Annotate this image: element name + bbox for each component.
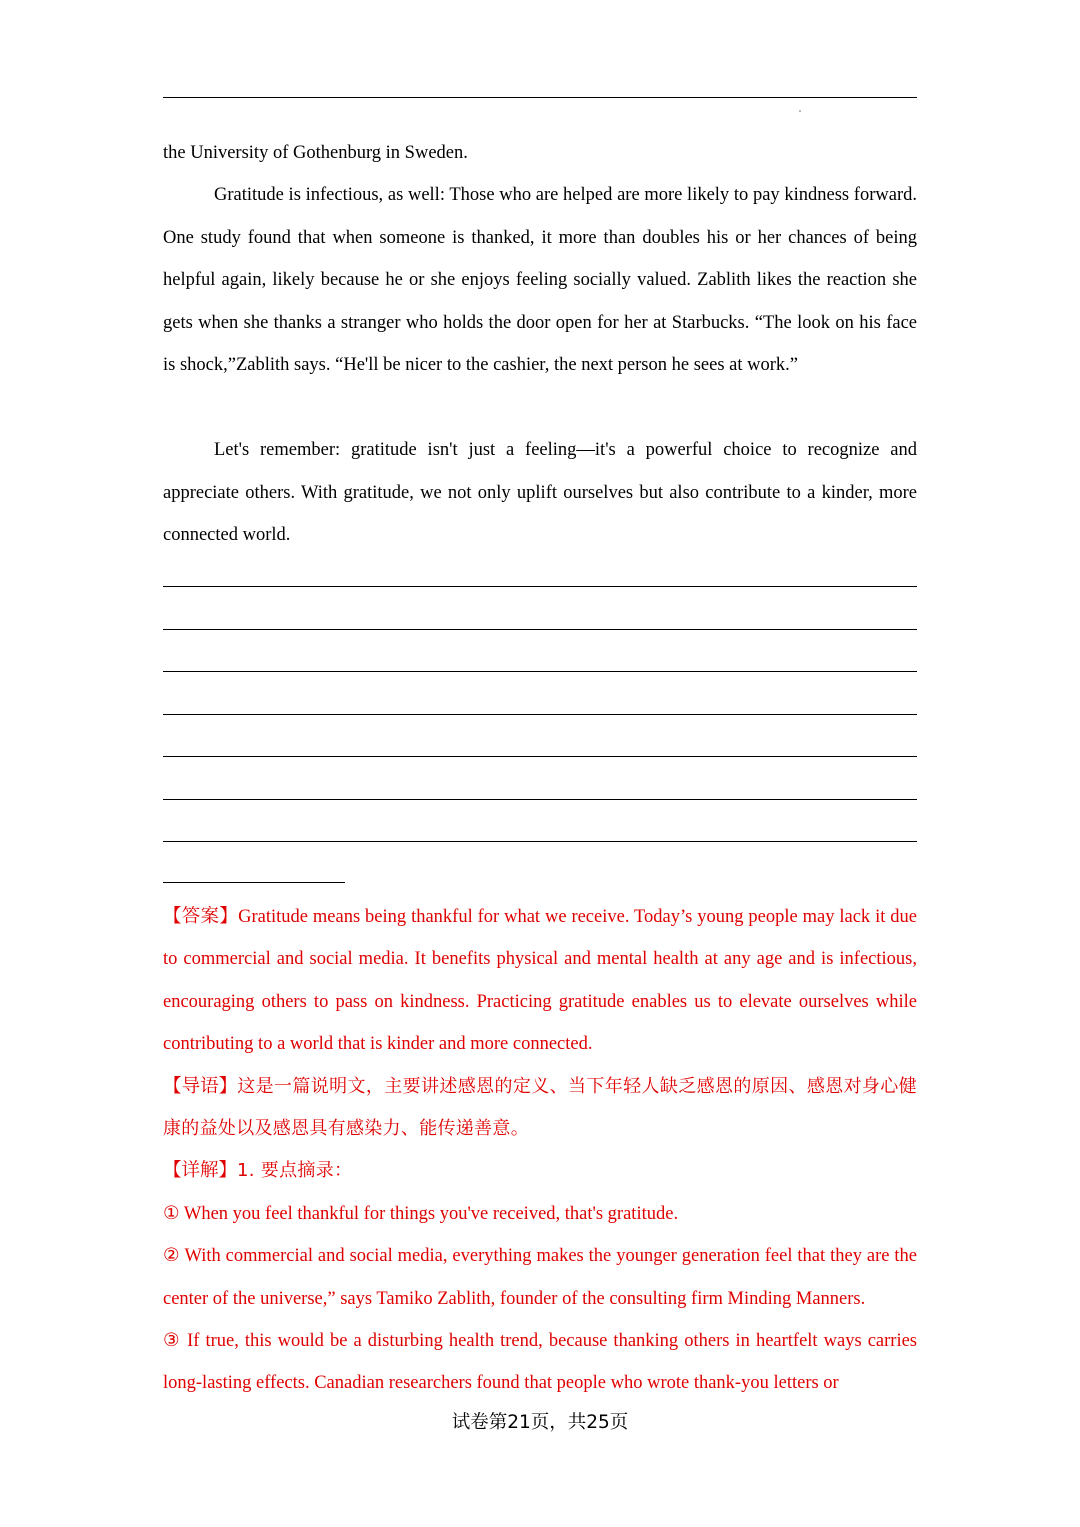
writing-line: [163, 799, 917, 800]
paragraph-text: Let's remember: gratitude isn't just a feeling—it's a powerful choice to recognize and appreciate others. With gratitude, we not only uplift ourselves but also contribute to a kinder, more connected world.: [163, 440, 917, 545]
writing-line: [163, 629, 917, 630]
answer-writing-lines: [163, 586, 917, 884]
header-mark: [799, 110, 801, 112]
writing-line-short: [163, 882, 345, 883]
detail-tag: 【详解】: [163, 1160, 238, 1182]
point-item: ② With commercial and social media, everything makes the younger generation feel that they are the center of the universe,” says Tamiko Zablith, founder of the consulting firm Minding Manners.: [163, 1246, 917, 1309]
guide-paragraph: [163, 1066, 917, 1151]
writing-line: [163, 671, 917, 672]
paragraph-continuation: [163, 132, 917, 175]
point-item: ① When you feel thankful for things you've received, that's gratitude.: [163, 1203, 679, 1224]
guide-text: 这是一篇说明文，主要讲述感恩的定义、当下年轻人缺乏感恩的原因、感恩对身心健康的益处以及感恩具有感染力、能传递善意。: [163, 1075, 917, 1140]
detail-paragraph: [163, 1150, 917, 1192]
guide-tag: 【导语】: [163, 1075, 238, 1097]
answer-text: Gratitude means being thankful for what we receive. Today’s young people may lack it due to commercial and social media. It benefits physical and mental health at any age and is infectious, encouraging others to pass on kindness. Practicing gratitude enables us to elevate ourselves while contributing to a world that is kinder and more connected.: [163, 907, 917, 1055]
page-footer: 试卷第21页，共25页: [451, 1412, 629, 1433]
header-rule: [163, 97, 917, 98]
answer-tag: 【答案】: [163, 906, 239, 927]
writing-line: [163, 841, 917, 842]
paragraph-conclusion: [163, 429, 917, 557]
writing-line: [163, 586, 917, 587]
detail-heading: 1. 要点摘录：: [237, 1160, 353, 1182]
writing-line: [163, 714, 917, 715]
paragraph-gratitude-infectious: [163, 174, 917, 387]
paragraph-text: the University of Gothenburg in Sweden.: [163, 143, 468, 163]
answer-section: [163, 896, 917, 1405]
answer-paragraph: [163, 896, 917, 1066]
paragraph-text: Gratitude is infectious, as well: Those who are helped are more likely to pay kindness forward. One study found that when someone is thanked, it more than doubles his or her chances of being helpful again, likely because he or she enjoys feeling socially valued. Zablith likes the reaction she gets when she thanks a stranger who holds the door open for her at Starbucks. “The look on his face is shock,”Zablith says. “He'll be nicer to the cashier, the next person he sees at work.”: [163, 185, 917, 375]
writing-line: [163, 756, 917, 757]
point-item: ③ If true, this would be a disturbing health trend, because thanking others in heartfelt ways carries long-lasting effects. Canadian researchers found that people who wrote thank-you letters or: [163, 1331, 917, 1394]
